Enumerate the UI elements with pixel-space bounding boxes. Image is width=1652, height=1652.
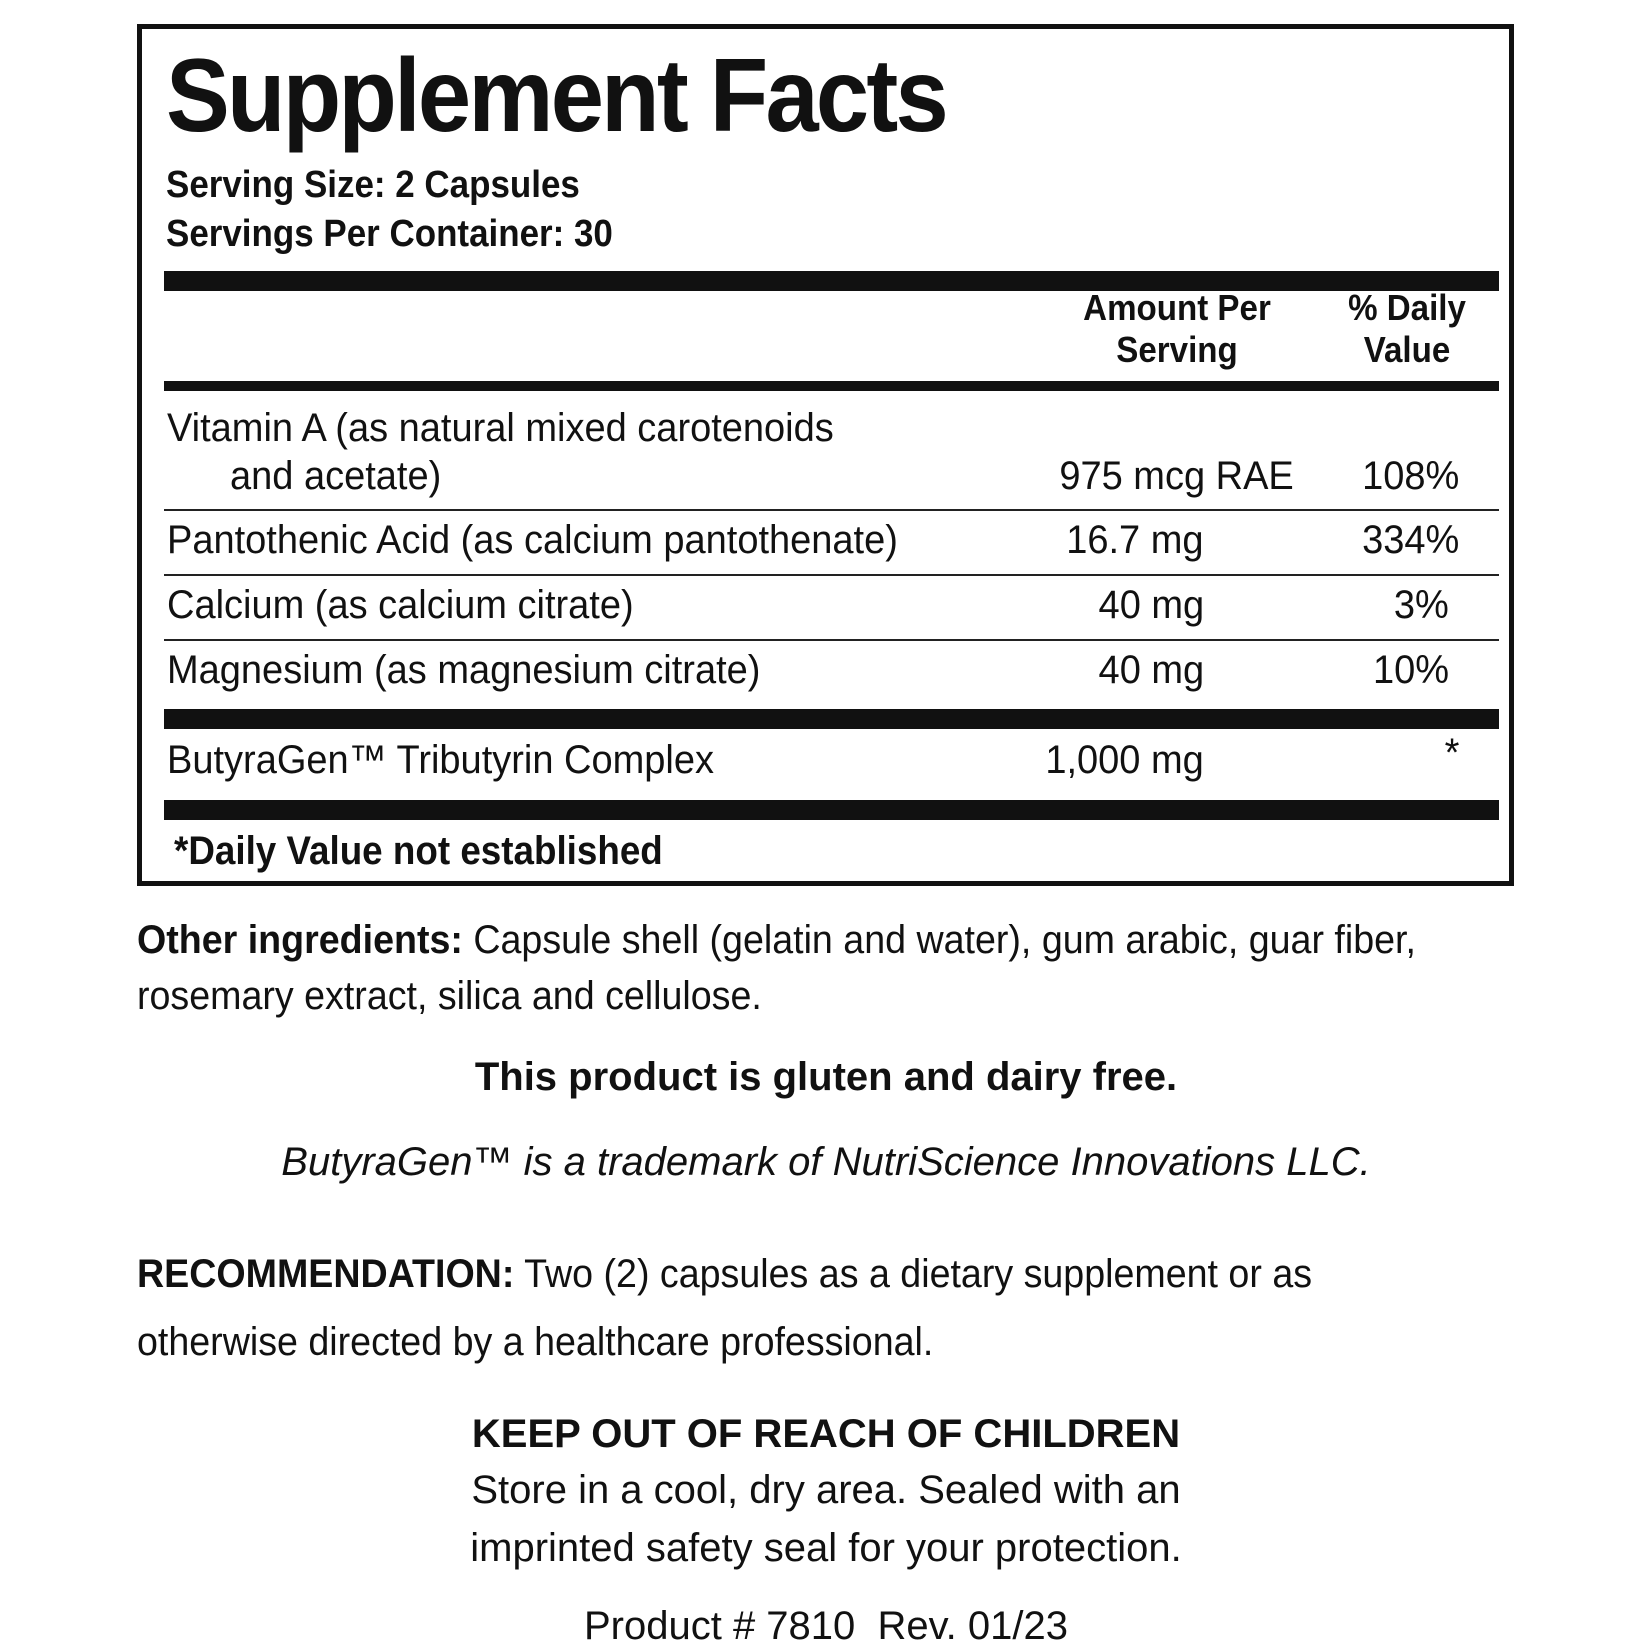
nutrient-daily-value: 334% [1361, 518, 1459, 562]
nutrient-name: ButyraGen™ Tributyrin Complex [167, 738, 714, 782]
product-number: Product # 7810 Rev. 01/23 [583, 1604, 1069, 1648]
row-divider [164, 509, 1499, 511]
amount-per-serving-header: Amount Per Serving [1083, 287, 1271, 370]
recommendation-label: RECOMMENDATION: [137, 1252, 515, 1296]
serving-size: Serving Size: 2 Capsules [166, 164, 580, 206]
daily-value-header: % Daily Value [1348, 287, 1466, 370]
nutrient-daily-value: * [1444, 731, 1460, 775]
divider-medium [164, 381, 1499, 391]
nutrient-daily-value: 3% [1394, 583, 1449, 627]
supplement-facts-panel [137, 24, 1514, 886]
row-divider [164, 574, 1499, 576]
nutrient-daily-value: 108% [1361, 454, 1459, 498]
nutrient-name: Pantothenic Acid (as calcium pantothenate) [167, 518, 898, 562]
other-ingredients-text: Capsule shell (gelatin and water), gum arabic, guar fiber, rosemary extract, silica and cellulose. [137, 918, 1416, 1018]
nutrient-name: Vitamin A (as natural mixed carotenoids [167, 406, 834, 450]
panel-title: Supplement Facts [166, 38, 946, 154]
nutrient-amount: 40 mg [1098, 648, 1204, 692]
gluten-statement: This product is gluten and dairy free. [474, 1055, 1178, 1099]
nutrient-daily-value: 10% [1372, 648, 1449, 692]
trademark-notice: ButyraGen™ is a trademark of NutriScience Innovations LLC. [281, 1140, 1371, 1184]
recommendation-text: Two (2) capsules as a dietary supplement or as otherwise directed by a healthcare professional. [137, 1252, 1313, 1364]
servings-per-container: Servings Per Container: 30 [166, 213, 613, 255]
nutrient-amount: 16.7 mg [1066, 518, 1204, 562]
nutrient-name: Calcium (as calcium citrate) [167, 583, 634, 627]
nutrient-amount: 1,000 mg [1045, 738, 1204, 782]
storage-line-2: imprinted safety seal for your protection. [470, 1526, 1182, 1570]
storage-line-1: Store in a cool, dry area. Sealed with an [471, 1468, 1181, 1512]
children-warning: KEEP OUT OF REACH OF CHILDREN [471, 1412, 1181, 1456]
nutrient-amount: 975 mcg RAE [1059, 454, 1294, 498]
nutrient-name-continued: and acetate) [230, 454, 442, 498]
row-divider [164, 639, 1499, 641]
nutrient-name: Magnesium (as magnesium citrate) [167, 648, 761, 692]
other-ingredients-label: Other ingredients: [137, 918, 463, 962]
divider-thick [164, 800, 1499, 820]
daily-value-footnote: *Daily Value not established [174, 829, 663, 873]
divider-thick [164, 709, 1499, 729]
other-ingredients [137, 912, 1444, 1024]
recommendation [137, 1240, 1444, 1376]
nutrient-amount: 40 mg [1098, 583, 1204, 627]
